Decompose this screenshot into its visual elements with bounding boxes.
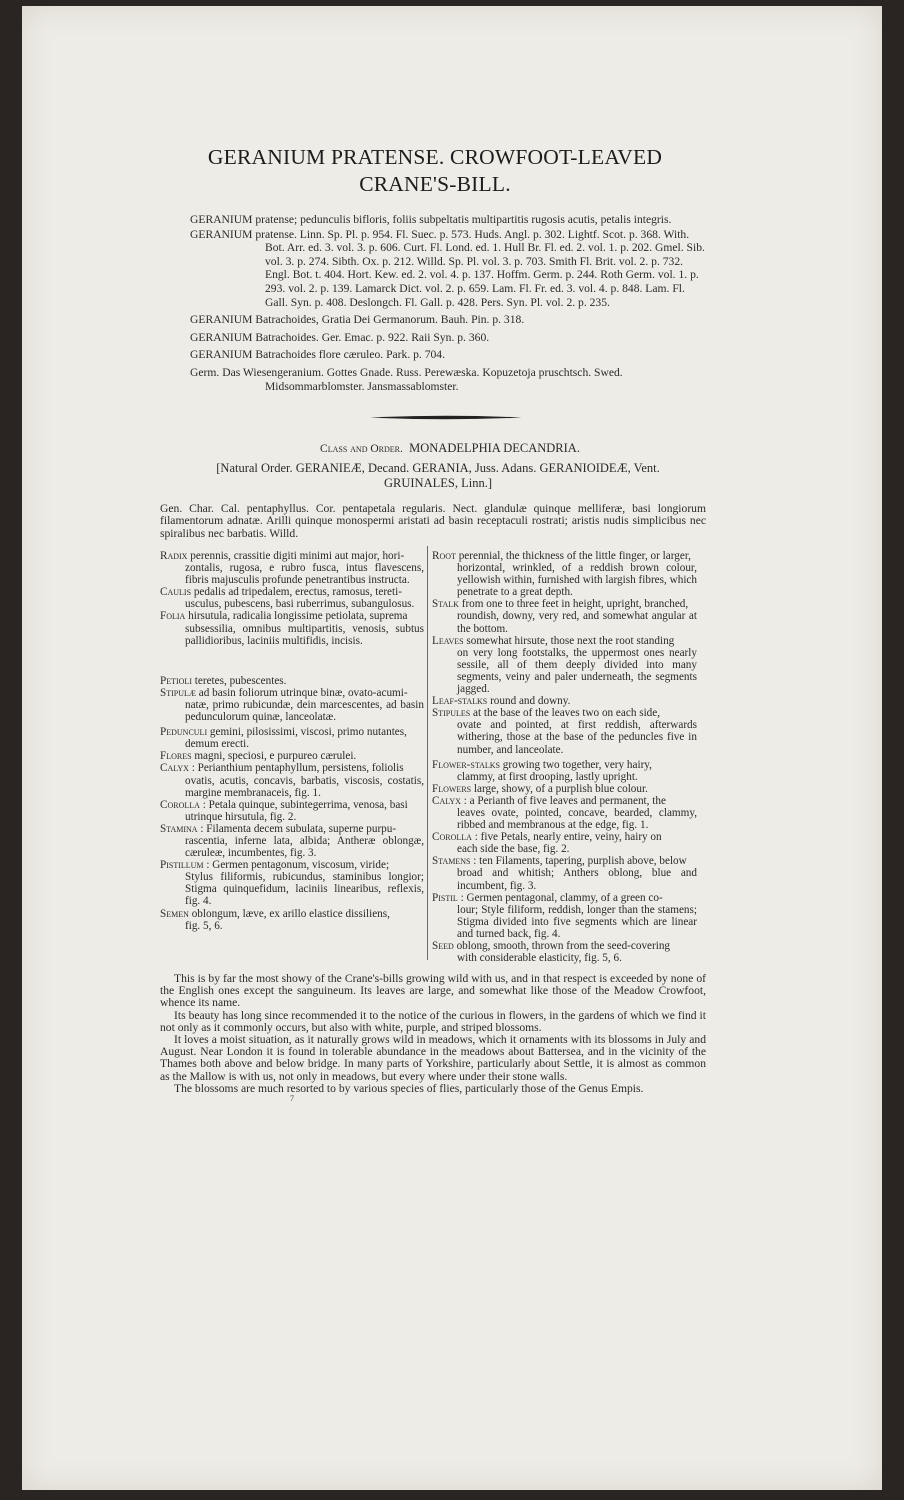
english-entry-first-line: oblong, smooth, thrown from the seed-covering — [453, 940, 671, 952]
english-entry — [432, 598, 697, 634]
latin-entry-continuation: ovatis, acutis, concavis, barbatis, viscosis, costatis, margine membranaceis, fig. 1. — [185, 774, 424, 799]
natural-order-line-2: GRUINALES, Linn.] — [384, 476, 492, 490]
latin-entry-first-line: hirsutula, radicalia longissime petiolata, suprema — [185, 610, 408, 623]
english-entry-head: Corolla — [432, 831, 472, 844]
title-line-1: GERANIUM PRATENSE. CROWFOOT-LEAVED — [207, 145, 663, 169]
latin-entry-continuation: utrinque hirsutula, fig. 2. — [185, 810, 297, 823]
latin-entry-continuation: rascentia, inferne lata, albida; Antheræ oblongæ, cæruleæ, incumbentes, fig. 3. — [185, 834, 424, 860]
latin-entry-head: Stipulæ — [160, 686, 196, 699]
english-entry-first-line: from one to three feet in height, upright, branched, — [458, 598, 689, 611]
latin-entry-continuation: usculus, pubescens, basi ruberrimus, subangulosus. — [185, 598, 415, 611]
english-entry-first-line: somewhat hirsute, those next the root standing — [463, 634, 675, 647]
latin-entry — [160, 610, 424, 646]
english-entry-head: Leaf-stalks — [432, 695, 488, 708]
latin-entry-first-line: ad basin foliorum utrinque binæ, ovato-acumi- — [196, 686, 408, 699]
latin-entry-first-line: : Perianthium pentaphyllum, persistens, foliolis — [188, 762, 404, 775]
prose-paragraph: This is by far the most showy of the Crane's-bills growing wild with us, and in that respect is exceeded by none of the English ones except the sanguineum. Its leaves are large, and somewhat like those of the Meadow Crowfoot, whence its name. — [160, 972, 706, 1010]
english-entry-first-line: growing two together, very hairy, — [499, 758, 652, 771]
synonym-entry: GERANIUM Batrachoides, Gratia Dei Germanorum. Bauh. Pin. p. 318. — [190, 313, 525, 327]
english-entry-head: Calyx — [432, 794, 461, 807]
latin-entry — [160, 586, 424, 610]
prose-paragraph: It loves a moist situation, as it naturally grows wild in meadows, which it ornaments with its blossoms in July and August. Near London it is found in tolerable abundance in the meadows about Battersea, and in the vicinity of the Thames both above and below bridge. In many parts of Yorkshire, particularly about Settle, it is almost as common as the Mallow is with us, not only in meadows, but every where under their stone walls. — [160, 1033, 706, 1083]
latin-entry-head: Caulis — [160, 586, 192, 599]
english-entry-head: Root — [432, 550, 456, 562]
english-entry — [432, 759, 697, 783]
latin-entry-head: Pistillum — [160, 859, 204, 872]
english-entry-first-line: perennial, the thickness of the little finger, or larger, — [455, 550, 691, 562]
latin-entry — [160, 750, 424, 762]
english-entry-head: Flowers — [432, 782, 472, 795]
latin-entry-continuation: zontalis, rugosa, e rubro fusca, intus flavescens, fibris majusculis profunde penetrantibus instructa. — [185, 562, 424, 587]
english-entry-continuation: broad and whitish; Anthers oblong, blue and incumbent, fig. 3. — [457, 867, 697, 892]
latin-entry-first-line: : Petala quinque, subintegerrima, venosa, basi — [199, 798, 408, 811]
english-entry-first-line: : Germen pentagonal, clammy, of a green co- — [457, 891, 663, 904]
english-entry — [432, 795, 697, 831]
natural-order-line-1: [Natural Order. GERANIEÆ, Decand. GERANIA, Juss. Adans. GERANIOIDEÆ, Vent. — [216, 461, 660, 475]
english-entry — [432, 635, 697, 695]
english-entry-head: Stalk — [432, 598, 459, 611]
synonym-entry: GERANIUM Batrachoides flore cæruleo. Park. p. 704. — [190, 348, 446, 362]
latin-entry-first-line: teretes, pubescentes. — [192, 674, 287, 687]
latin-entry-head: Calyx — [160, 762, 189, 775]
synonym-list — [190, 213, 710, 393]
latin-entry-head: Pedunculi — [160, 726, 208, 739]
column-divider — [427, 546, 428, 960]
latin-entry — [160, 675, 424, 687]
class-order-label: Class and Order. — [320, 443, 403, 455]
english-entry-head: Flower-stalks — [432, 758, 500, 771]
english-entry-continuation: each side the base, fig. 2. — [457, 843, 570, 856]
latin-entry — [160, 687, 424, 723]
english-entry-first-line: : a Perianth of five leaves and permanent, the — [460, 794, 666, 807]
synonym-entry: Germ. Das Wiesengeranium. Gottes Gnade. Russ. Perewæska. Kopuzetoja pruschtsch. Swed. Midsommarblomster. Jansmassablomster. — [190, 365, 623, 393]
latin-entry — [160, 823, 424, 859]
english-entry-head: Seed — [432, 940, 454, 952]
latin-entry-continuation: Stylus filiformis, rubicundus, staminibus longior; Stigma quinquefidum, laciniis linearibus, reflexis, fig. 4. — [185, 871, 424, 908]
page-title — [190, 144, 680, 198]
synonym-entry: GERANIUM pratense; pedunculis bifloris, foliis subpeltatis multipartitis rugosis acutis, petalis integris. — [190, 213, 672, 226]
latin-entry-first-line: perennis, crassitie digiti minimi aut major, hori- — [187, 550, 405, 562]
generic-character: Gen. Char. Cal. pentaphyllus. Cor. pentapetala regularis. Nect. glandulæ quinque melliferæ, basi longiorum filamentorum adnatæ. Arilli quinque monospermi aristati ad basin receptaculi rostrati; aristis nudis simplicibus nec spiralibus nec barbatis. Willd. — [160, 502, 706, 540]
natural-order — [165, 461, 711, 491]
latin-entry-continuation: natæ, primo rubicundæ, dein marcescentes, ad basin pedunculorum quinæ, lanceolatæ. — [185, 698, 424, 724]
english-entry — [432, 783, 697, 795]
synonym-entry: GERANIUM Batrachoides. Ger. Emac. p. 922. Raii Syn. p. 360. — [190, 330, 490, 344]
class-order-value: MONADELPHIA DECANDRIA. — [409, 441, 580, 455]
english-entry — [432, 892, 697, 940]
english-entry-head: Leaves — [432, 634, 464, 647]
latin-entry — [160, 762, 424, 798]
english-entry-continuation: ovate and pointed, at first reddish, afterwards withering, those at the base of the peduncles five in number, and lanceolate. — [457, 719, 697, 756]
page-signature-mark: 7 — [290, 1094, 294, 1103]
english-entry-head: Pistil — [432, 891, 458, 904]
english-entry-continuation: leaves ovate, pointed, concave, bearded, clammy, ribbed and membranous at the edge, fig. 1. — [457, 806, 697, 832]
english-entry — [432, 855, 697, 891]
prose-paragraph: The blossoms are much resorted to by various species of flies, particularly those of the Genus Empis. — [174, 1081, 644, 1095]
latin-entry — [160, 908, 424, 932]
latin-entry-head: Petioli — [160, 674, 192, 687]
english-entry-continuation: with considerable elasticity, fig. 5, 6. — [457, 952, 622, 965]
english-entry-first-line: : five Petals, nearly entire, veiny, hairy on — [471, 831, 662, 844]
latin-description-column — [160, 550, 424, 932]
latin-entry-first-line: : Filamenta decem subulata, superne purpu- — [197, 822, 397, 835]
latin-entry-first-line: oblongum, læve, ex arillo elastice dissiliens, — [188, 907, 390, 920]
title-line-2: CRANE'S-BILL. — [359, 172, 511, 196]
english-entry-continuation: lour; Style filiform, reddish, longer than the stamens; Stigma divided into five segments which are linear and turned back, fig. 4. — [457, 903, 697, 940]
prose-text — [160, 973, 706, 1095]
english-description-column — [432, 550, 697, 964]
latin-entry-head: Radix — [160, 550, 188, 562]
latin-entry-first-line: pedalis ad tripedalem, erectus, ramosus, tereti- — [191, 586, 402, 599]
latin-entry — [160, 859, 424, 907]
latin-entry — [160, 550, 424, 586]
prose-paragraph: Its beauty has long since recommended it to the notice of the curious in flowers, in the gardens of which we find it not only as it commonly occurs, but also with white, purple, and striped blossoms. — [160, 1008, 706, 1034]
latin-entry-continuation: demum erecti. — [185, 738, 249, 751]
english-entry — [432, 707, 697, 755]
english-entry-continuation: on very long footstalks, the uppermost ones nearly sessile, all of them deeply divided into many segments, veiny and paler underneath, the segments jagged. — [457, 646, 697, 696]
synonym-entry: GERANIUM pratense. Linn. Sp. Pl. p. 954. Fl. Suec. p. 573. Huds. Angl. p. 302. Lightf. Scot. p. 368. With. Bot. Arr. ed. 3. vol. 3. p. 606. Curt. Fl. Lond. ed. 1. Hull Br. Fl. ed. 2. vol. 1. p. 202. Gmel. Sib. vol. 3. p. 274. Sibth. Ox. p. 212. Willd. Sp. Pl. vol. 3. p. 703. Smith Fl. Brit. vol. 2. p. 732. Engl. Bot. t. 404. Hort. Kew. ed. 2. vol. 4. p. 137. Hoffm. Germ. p. 244. Roth Germ. vol. 1. p. 293. vol. 2. p. 139. Lamarck Dict. vol. 2. p. 659. Lam. Fl. Fr. ed. 3. vol. 4. p. 848. Lam. Fl. Gall. Syn. p. 408. Deslongch. Fl. Gall. p. 428. Pers. Syn. Pl. vol. 2. p. 235. — [190, 227, 705, 309]
english-entry — [432, 831, 697, 855]
latin-entry-continuation: fig. 5, 6. — [185, 919, 223, 932]
latin-entry-head: Folia — [160, 610, 186, 623]
class-order — [190, 441, 710, 457]
latin-entry-head: Stamina — [160, 822, 198, 835]
english-entry-head: Stipules — [432, 707, 471, 720]
english-entry-continuation: clammy, at first drooping, lastly upright. — [457, 770, 638, 783]
latin-entry — [160, 799, 424, 823]
latin-entry-first-line: gemini, pilosissimi, viscosi, primo nutantes, — [207, 726, 407, 739]
english-entry-first-line: round and downy. — [487, 695, 571, 708]
latin-entry-continuation: subsessilia, omnibus multipartitis, venosis, subtus pallidioribus, laciniis multifidis, incisis. — [185, 622, 424, 647]
english-entry-head: Stamens — [432, 855, 471, 868]
latin-entry-head: Corolla — [160, 798, 200, 811]
english-entry-first-line: large, showy, of a purplish blue colour. — [471, 782, 648, 795]
english-entry-continuation: roundish, downy, very red, and somewhat angular at the bottom. — [457, 610, 697, 635]
english-entry-continuation: horizontal, wrinkled, of a reddish brown colour, yellowish within, furnished with largish fibres, which penetrate to a great depth. — [457, 562, 697, 599]
ornamental-rule — [370, 415, 522, 420]
english-entry — [432, 550, 697, 598]
english-entry — [432, 940, 697, 964]
english-entry — [432, 695, 697, 707]
latin-entry-first-line: : Germen pentagonum, viscosum, viride; — [203, 859, 390, 872]
latin-entry-head: Semen — [160, 907, 189, 920]
english-entry-first-line: at the base of the leaves two on each side, — [470, 707, 661, 720]
latin-entry-head: Flores — [160, 750, 192, 763]
latin-entry-first-line: magni, speciosi, e purpureo cærulei. — [191, 750, 357, 763]
english-entry-first-line: : ten Filaments, tapering, purplish above, below — [470, 855, 687, 868]
latin-entry — [160, 726, 424, 750]
